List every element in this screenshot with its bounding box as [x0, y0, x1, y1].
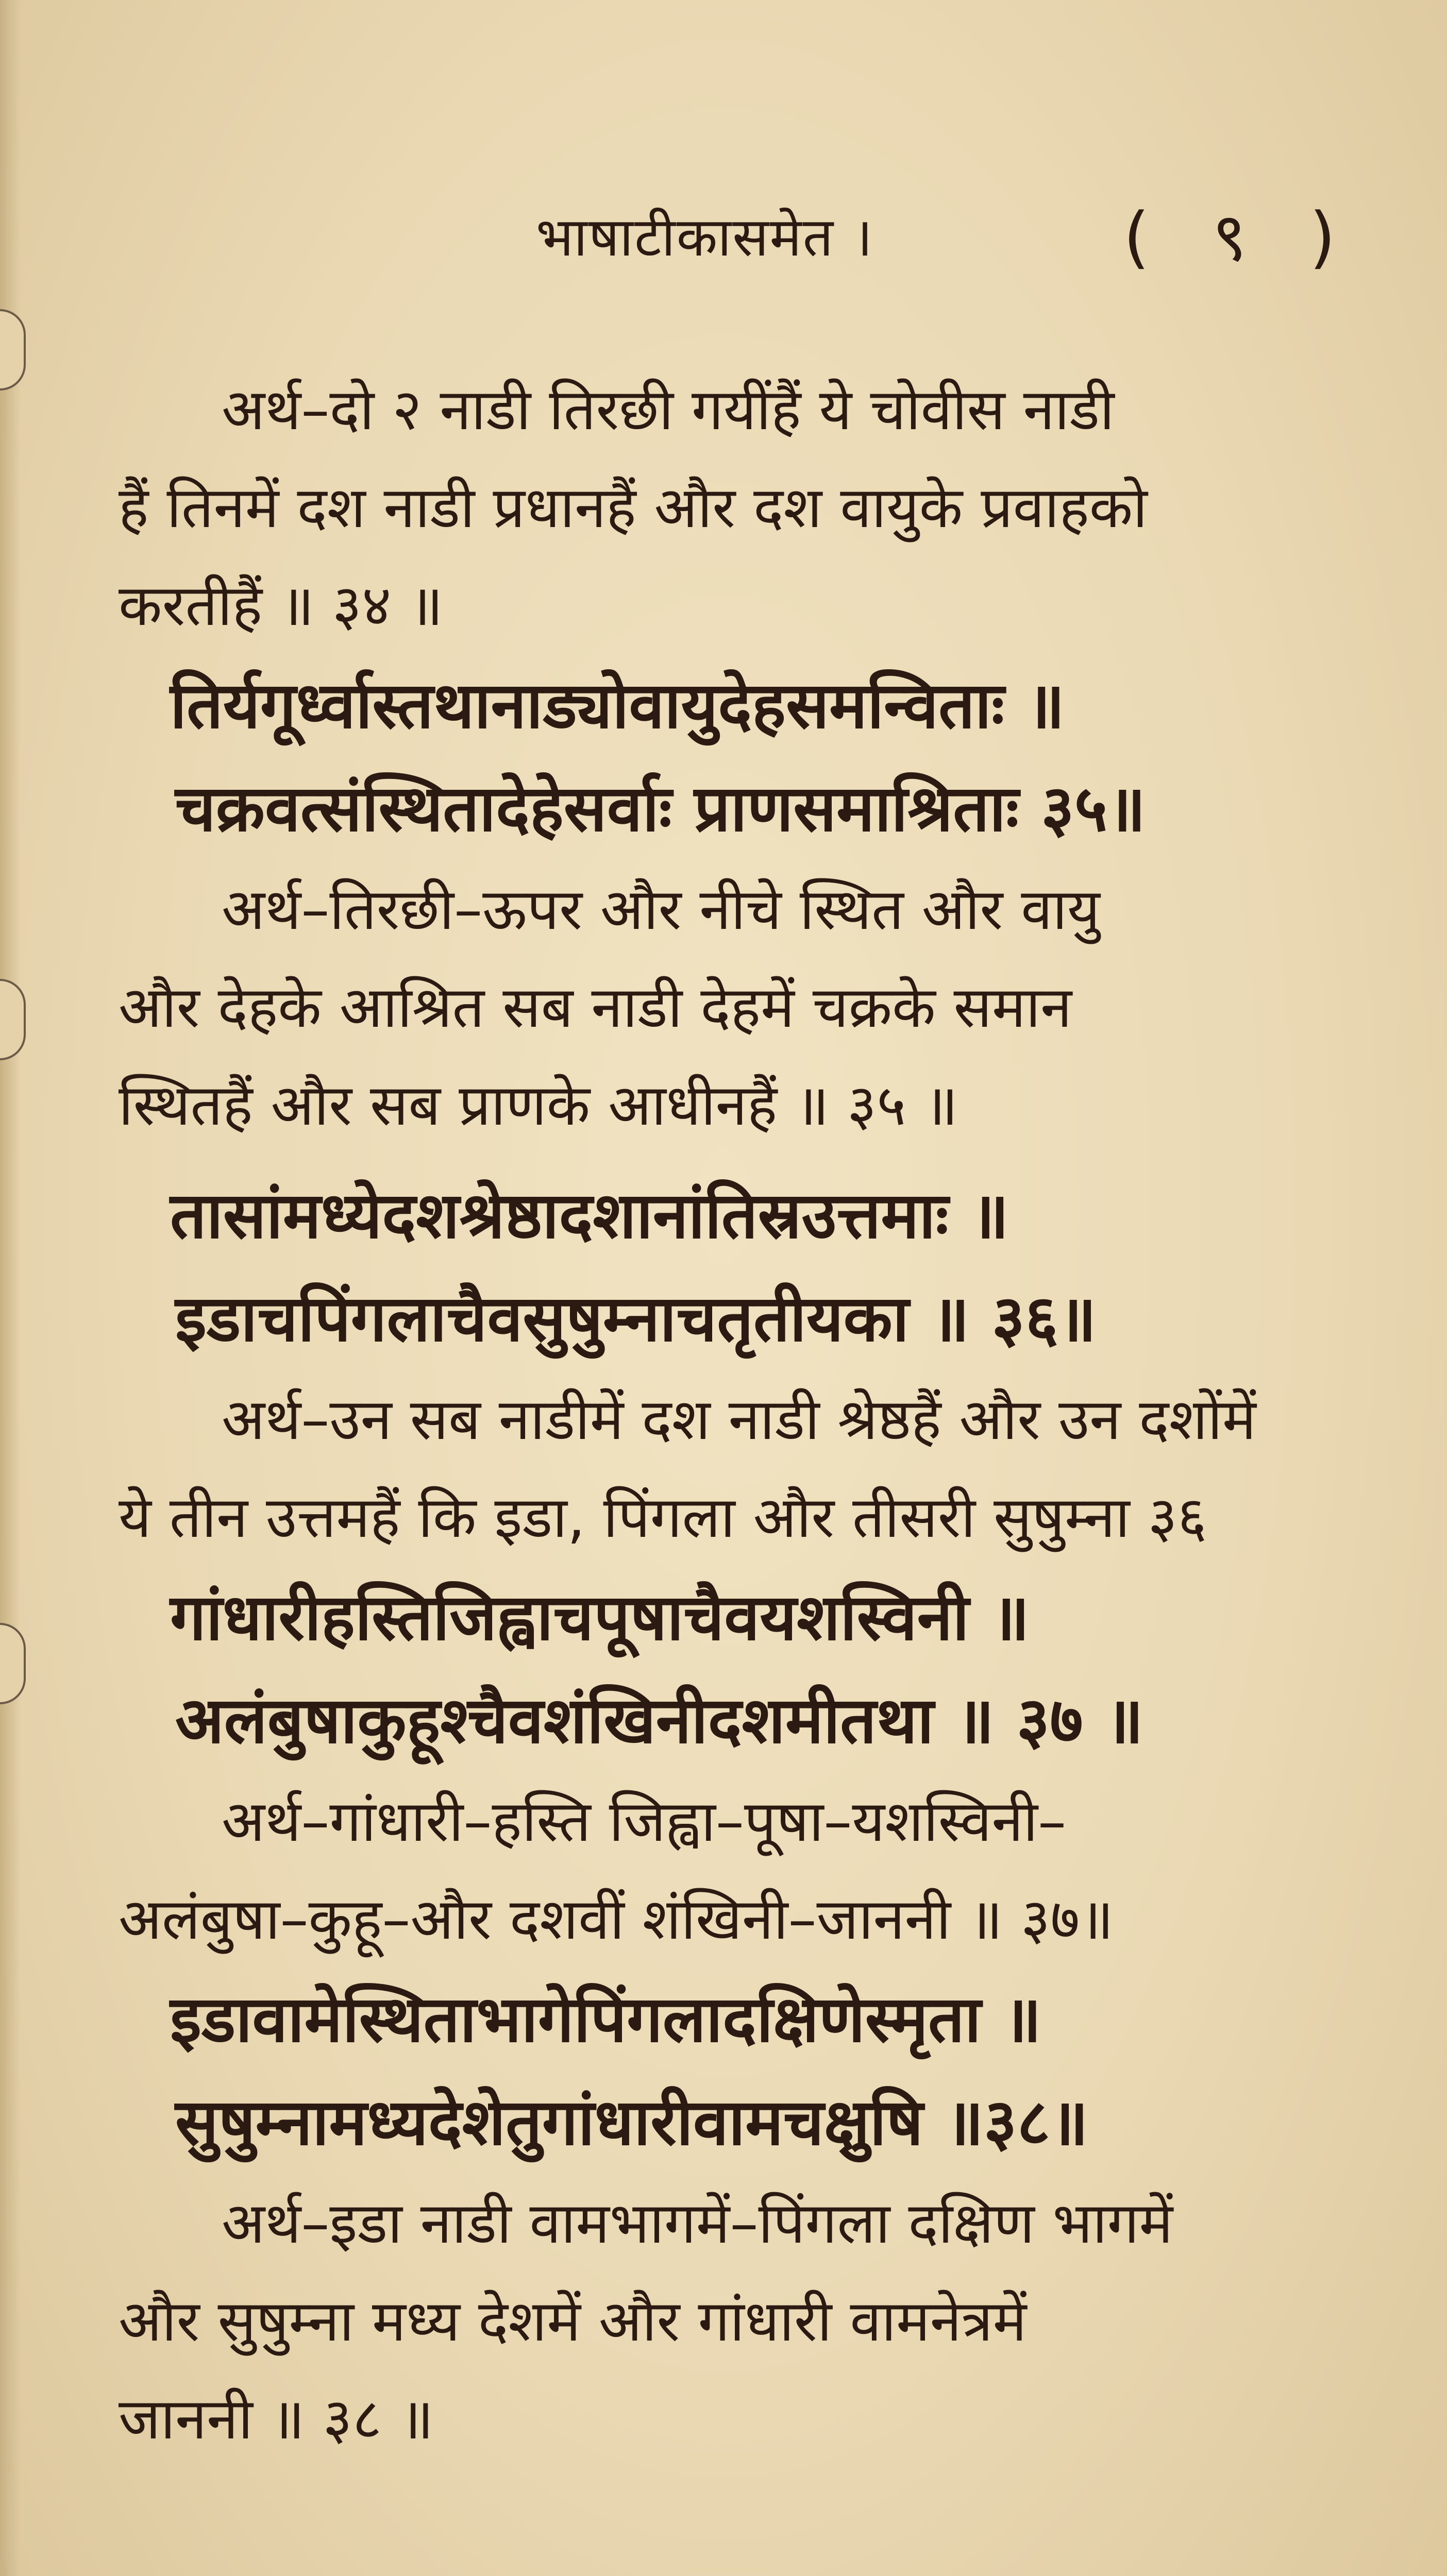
commentary-line: अलंबुषा–कुहू–और दशवीं शंखिनी–जाननी ॥ ३७॥	[119, 1886, 1114, 1952]
commentary-line: और देहके आश्रित सब नाडी देहमें चक्रके समान	[119, 974, 1072, 1040]
sanskrit-verse-line: तासांमध्येदशश्रेष्ठादशानांतिस्रउत्तमाः ॥	[170, 1179, 1009, 1253]
page-edge-tear	[0, 1623, 26, 1704]
commentary-line: अर्थ–इडा नाडी वामभागमें–पिंगला दक्षिण भागमें	[222, 2190, 1173, 2256]
page-header	[0, 198, 1447, 304]
sanskrit-verse-line: इडावामेस्थिताभागेपिंगलादक्षिणेस्मृता ॥	[170, 1982, 1042, 2057]
commentary-line: करतीहैं ॥ ३४ ॥	[119, 572, 444, 638]
sanskrit-verse-line: गांधारीहस्तिजिह्वाचपूषाचैवयशस्विनी ॥	[170, 1581, 1030, 1655]
running-title: भाषाटीकासमेत ।	[536, 206, 874, 268]
sanskrit-verse-line: इडाचपिंगलाचैवसुषुम्नाचतृतीयका ॥ ३६॥	[175, 1282, 1097, 1356]
sanskrit-verse-line: चक्रवत्संस्थितादेहेसर्वाः प्राणसमाश्रिताः ३५॥	[175, 772, 1146, 846]
commentary-line: अर्थ–उन सब नाडीमें दश नाडी श्रेष्ठहैं और उन दशोंमें	[222, 1386, 1256, 1452]
sanskrit-verse-line: तिर्यगूर्ध्वास्तथानाड्योवायुदेहसमन्विताः ॥	[170, 669, 1065, 743]
page-edge-tear	[0, 979, 26, 1060]
commentary-line: अर्थ–गांधारी–हस्ति जिह्वा–पूषा–यशस्विनी–	[222, 1788, 1066, 1854]
sanskrit-verse-line: अलंबुषाकुहूश्चैवशंखिनीदशमीतथा ॥ ३७ ॥	[175, 1684, 1144, 1758]
commentary-line: ये तीन उत्तमहैं कि इडा, पिंगला और तीसरी सुषुम्ना ३६	[119, 1484, 1207, 1550]
body-text	[119, 361, 1340, 2468]
commentary-line: अर्थ–तिरछी–ऊपर और नीचे स्थित और वायु	[222, 876, 1100, 942]
commentary-line: स्थितहैं और सब प्राणके आधीनहैं ॥ ३५ ॥	[119, 1072, 958, 1138]
commentary-line: और सुषुम्ना मध्य देशमें और गांधारी वामनेत्रमें	[119, 2288, 1027, 2354]
commentary-line: हैं तिनमें दश नाडी प्रधानहैं और दश वायुके प्रवाहको	[119, 474, 1148, 540]
commentary-line: जाननी ॥ ३८ ॥	[119, 2386, 434, 2452]
sanskrit-verse-line: सुषुम्नामध्यदेशेतुगांधारीवामचक्षुषि ॥३८॥	[175, 2086, 1089, 2160]
commentary-line: अर्थ–दो २ नाडी तिरछी गयींहैं ये चोवीस नाडी	[222, 377, 1115, 443]
page-number: ( ९ )	[1123, 198, 1356, 276]
page-edge-tear	[0, 309, 26, 391]
